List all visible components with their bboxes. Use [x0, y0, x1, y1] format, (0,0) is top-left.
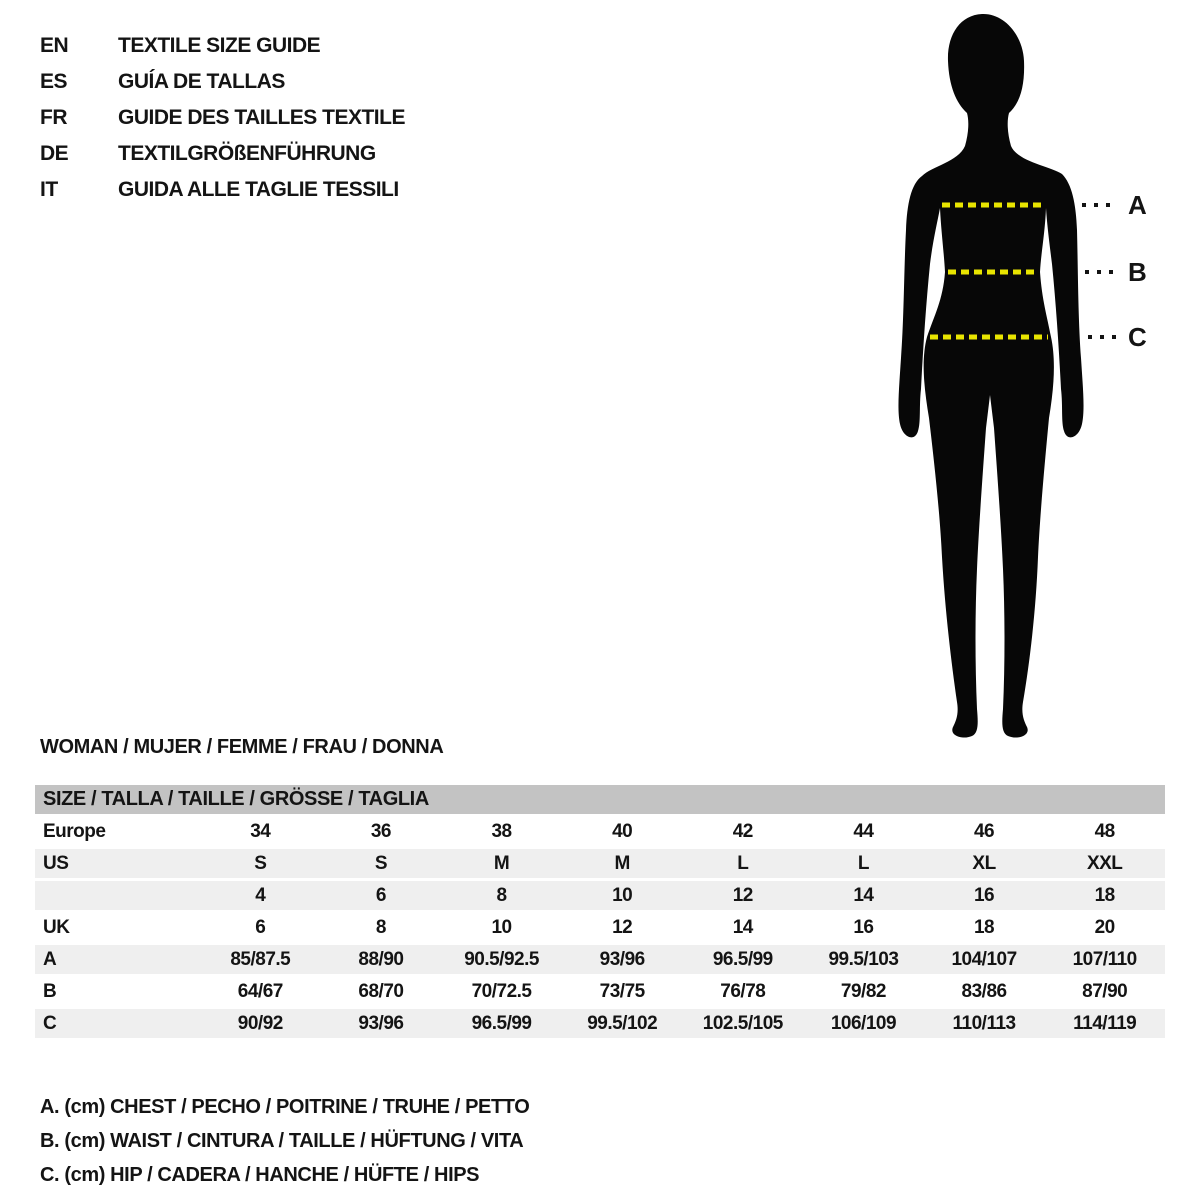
size-cell: 110/113: [952, 1013, 1016, 1034]
size-cell: 44: [853, 821, 874, 842]
size-table-header: SIZE / TALLA / TAILLE / GRÖSSE / TAGLIA: [35, 785, 1165, 814]
size-cell: 38: [491, 821, 512, 842]
lang-title: TEXTILE SIZE GUIDE: [118, 34, 321, 57]
lang-title: GUÍA DE TALLAS: [118, 70, 285, 93]
size-cell: 79/82: [840, 981, 886, 1002]
lang-code: ES: [40, 70, 68, 93]
size-row-us: [35, 849, 1165, 878]
lang-title: GUIDA ALLE TAGLIE TESSILI: [118, 178, 399, 201]
size-cell: 16: [853, 917, 874, 938]
size-cell: 93/96: [599, 949, 645, 970]
size-cell: 104/107: [951, 949, 1017, 970]
size-cell: 36: [370, 821, 391, 842]
lang-row-en: [40, 28, 405, 64]
size-cell: 107/110: [1072, 949, 1137, 970]
size-cell: 40: [612, 821, 633, 842]
section-title-woman: WOMAN / MUJER / FEMME / FRAU / DONNA: [40, 736, 444, 758]
lang-title: TEXTILGRÖßENFÜHRUNG: [118, 142, 376, 165]
size-cell: 12: [732, 885, 753, 906]
size-row-us-numeric: [35, 881, 1165, 910]
size-cell: 34: [250, 821, 271, 842]
lang-code: IT: [40, 178, 58, 201]
row-label: UK: [43, 917, 70, 938]
chest-label-a: A: [1128, 190, 1147, 220]
size-cell: 99.5/102: [587, 1013, 658, 1034]
size-cell: S: [374, 853, 388, 874]
size-cell: 106/109: [830, 1013, 897, 1034]
size-cell: L: [857, 853, 869, 874]
size-cell: 42: [732, 821, 753, 842]
lang-row-fr: [40, 100, 405, 136]
size-cell: 8: [375, 917, 386, 938]
row-label: [35, 881, 200, 910]
size-cell: 70/72.5: [471, 981, 532, 1002]
size-cell: 83/86: [961, 981, 1007, 1002]
row-label: A: [43, 949, 57, 970]
size-cell: S: [254, 853, 267, 874]
size-cell: XL: [972, 853, 996, 874]
legend-chest: A. (cm) CHEST / PECHO / POITRINE / TRUHE / PETTO: [40, 1096, 530, 1118]
size-cell: M: [614, 853, 630, 874]
size-cell: 10: [491, 917, 512, 938]
waist-label-b: B: [1128, 257, 1147, 287]
size-row-waist-b: [35, 977, 1165, 1006]
lang-code: FR: [40, 106, 67, 129]
row-label: US: [43, 853, 69, 874]
lang-row-es: [40, 64, 405, 100]
size-cell: 6: [255, 917, 266, 938]
size-cell: 18: [973, 917, 995, 938]
size-cell: 6: [375, 885, 386, 906]
legend-hip: C. (cm) HIP / CADERA / HANCHE / HÜFTE / HIPS: [40, 1164, 480, 1186]
size-cell: 64/67: [237, 981, 283, 1002]
size-cell: 18: [1094, 885, 1115, 906]
size-cell: 85/87.5: [230, 949, 291, 970]
row-label: B: [43, 981, 57, 1002]
size-cell: 90.5/92.5: [464, 949, 539, 970]
row-label: Europe: [43, 821, 106, 842]
size-cell: 46: [973, 821, 995, 842]
size-cell: 96.5/99: [712, 949, 773, 970]
size-cell: 93/96: [358, 1013, 404, 1034]
size-cell: 8: [496, 885, 507, 906]
lang-code: EN: [40, 34, 69, 57]
woman-silhouette: [898, 14, 1083, 738]
size-cell: XXL: [1086, 853, 1123, 874]
lang-row-de: [40, 136, 405, 172]
size-cell: L: [737, 853, 749, 874]
hip-label-c: C: [1128, 322, 1147, 352]
measurement-figure: [870, 8, 1170, 740]
size-cell: M: [493, 853, 510, 874]
size-row-chest-a: [35, 945, 1165, 974]
size-cell: 20: [1094, 917, 1115, 938]
size-table: [35, 785, 1165, 1041]
size-cell: 90/92: [237, 1013, 283, 1034]
lang-row-it: [40, 172, 405, 208]
language-title-list: [40, 28, 405, 208]
legend-waist: B. (cm) WAIST / CINTURA / TAILLE / HÜFTUNG / VITA: [40, 1130, 524, 1152]
measurement-legend: [40, 1090, 529, 1192]
size-row-hip-c: [35, 1009, 1165, 1038]
size-cell: 114/119: [1073, 1013, 1137, 1034]
woman-silhouette-svg: [870, 8, 1170, 740]
size-cell: 14: [732, 917, 753, 938]
size-cell: 12: [612, 917, 633, 938]
size-row-uk: [35, 913, 1165, 942]
size-cell: 88/90: [358, 949, 404, 970]
size-cell: 48: [1094, 821, 1115, 842]
row-label: C: [43, 1013, 57, 1034]
size-cell: 10: [612, 885, 633, 906]
size-cell: 16: [973, 885, 995, 906]
size-cell: 68/70: [358, 981, 404, 1002]
size-cell: 4: [255, 885, 266, 906]
size-cell: 99.5/103: [828, 949, 899, 970]
lang-code: DE: [40, 142, 69, 165]
size-cell: 73/75: [599, 981, 645, 1002]
size-cell: 76/78: [720, 981, 766, 1002]
size-cell: 87/90: [1082, 981, 1128, 1002]
size-cell: 102.5/105: [702, 1013, 783, 1034]
lang-title: GUIDE DES TAILLES TEXTILE: [118, 106, 405, 129]
size-cell: 96.5/99: [471, 1013, 532, 1034]
size-row-europe: [35, 817, 1165, 846]
size-cell: 14: [853, 885, 874, 906]
